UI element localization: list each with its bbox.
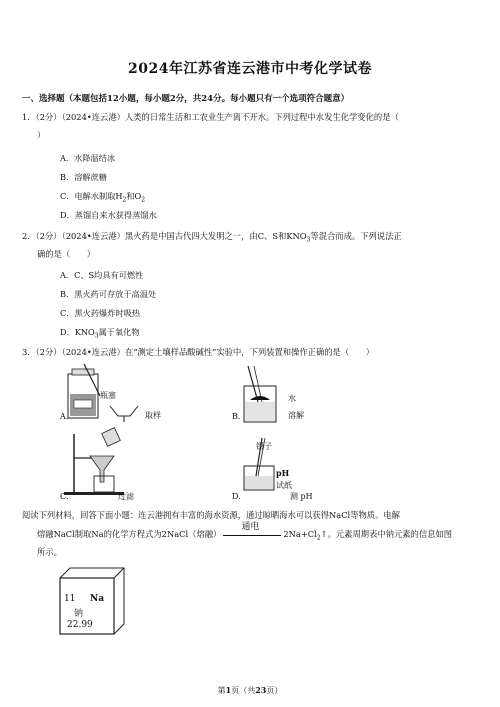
question-2-stem: 2．（2分）（2024•连云港）黑火药是中国古代四大发明之一，由C、S和$KNO_3$等混合而成。下列说法正 bbox=[22, 231, 402, 244]
page-footer: 第1页（共23页） bbox=[217, 685, 283, 695]
figure-a-label: 取样 bbox=[145, 411, 161, 420]
reading-line-3: 所示。 bbox=[37, 547, 62, 557]
q1-option-c: C．电解水制取$H_2$和$O_2$ bbox=[60, 191, 146, 204]
q2-option-a: A．C、S均具有可燃性 bbox=[60, 270, 144, 280]
figure-d-caption-tweezers: 镊子 bbox=[256, 442, 272, 451]
figure-b-caption: 水 bbox=[288, 394, 296, 403]
reading-line-2: 熔融NaCl制取Na的化学方程式为2NaCl（熔融） 通电 $2Na+Cl_2↑$。元素周期表中钠元素的信息如图 bbox=[37, 522, 453, 542]
figure-b-label: 溶解 bbox=[288, 411, 304, 420]
question-2-stem-cont: 确的是（ ） bbox=[37, 249, 96, 259]
element-atomic-mass: 22.99 bbox=[67, 620, 93, 630]
figure-d-caption-paper: 试纸 bbox=[276, 481, 292, 490]
equation-condition: 通电 bbox=[241, 522, 260, 532]
figure-b-letter: B． bbox=[232, 412, 246, 421]
q2-option-d: D．$KNO_3$属于氧化物 bbox=[60, 327, 140, 340]
element-symbol: Na bbox=[90, 594, 105, 604]
question-1-stem: 1．（2分）（2024•连云港）人类的日常生活和工农业生产离不开水。下列过程中水发生化学变化的是（ bbox=[22, 112, 399, 122]
element-name: 钠 bbox=[74, 609, 84, 619]
figure-d-caption-ph: pH bbox=[276, 468, 290, 478]
section-heading: 一、选择题（本题包括12小题，每小题2分，共24分。每小题只有一个选项符合题意） bbox=[22, 94, 350, 104]
q1-option-d: D．蒸馏自来水获得蒸馏水 bbox=[60, 210, 157, 220]
figure-a-sampling bbox=[60, 366, 180, 426]
q2-option-c: C．黑火药爆炸时吸热 bbox=[60, 308, 140, 318]
figure-a-caption: 瓶塞 bbox=[100, 391, 116, 400]
q1-option-b: B．溶解蔗糖 bbox=[60, 172, 107, 182]
figure-a-letter: A． bbox=[60, 412, 74, 421]
figure-c-letter: C． bbox=[60, 492, 75, 501]
question-1-stem-cont: ） bbox=[37, 130, 46, 140]
figure-b-dissolving bbox=[240, 366, 320, 426]
reading-line-1: 阅读下列材料，回答下面小题：连云港拥有丰富的海水资源，通过晾晒海水可以获得NaCl等物质。电解 bbox=[22, 510, 400, 520]
figure-c-label: 过滤 bbox=[118, 492, 134, 501]
question-3-stem: 3．（2分）（2024•连云港）在“测定土壤样品酸碱性”实验中，下列装置和操作正确的是（ ） bbox=[22, 347, 375, 357]
page-title: 2024年江苏省连云港市中考化学试卷 bbox=[128, 61, 372, 77]
q1-option-a: A．水降温结冰 bbox=[60, 153, 116, 163]
figure-c-filtering bbox=[62, 428, 152, 496]
element-atomic-number: 11 bbox=[64, 594, 76, 604]
q2-option-b: B．黑火药可存放于高温处 bbox=[60, 289, 157, 299]
figure-d-letter: D． bbox=[232, 492, 247, 501]
figure-d-label: 测 pH bbox=[290, 492, 313, 501]
